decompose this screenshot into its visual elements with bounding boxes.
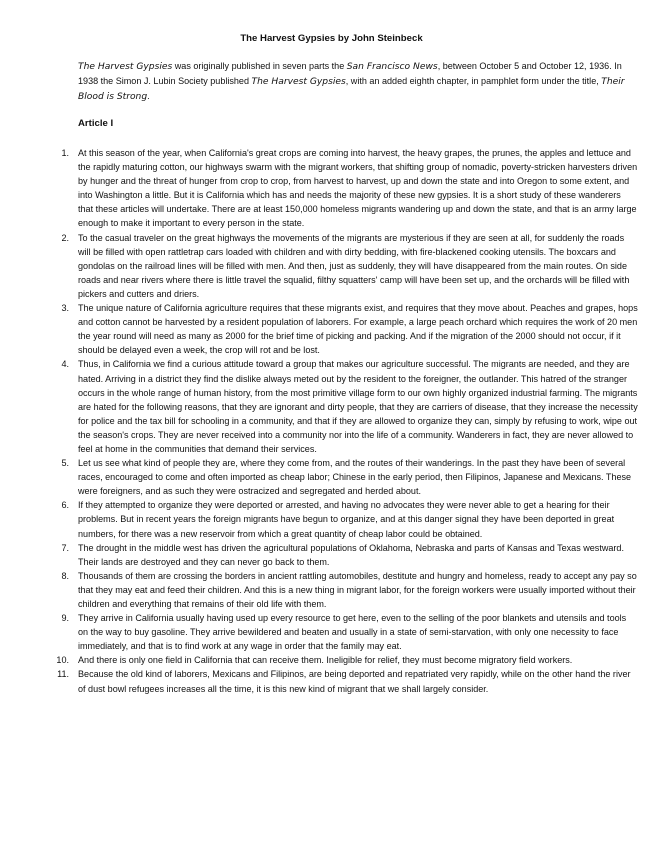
- list-item: [0, 611, 638, 653]
- item-text: And there is only one field in California that can receive them. Ineligible for relief, they must become migratory field workers.: [78, 655, 573, 666]
- article-heading: Article I: [78, 118, 114, 129]
- intro-title-sf-news: San Francisco News: [346, 62, 438, 72]
- item-number: 5.: [61, 458, 69, 469]
- list-item: [0, 667, 638, 695]
- item-text: The drought in the middle west has driven the agricultural populations of Oklahoma, Nebraska and parts of Kansas and Texas westward. Their lands are destroyed and they can never go back to them.: [78, 542, 624, 567]
- item-number: 10.: [56, 655, 69, 666]
- item-number: 8.: [61, 570, 69, 581]
- item-number: 6.: [61, 500, 69, 511]
- intro-text-1: was originally published in seven parts the: [172, 61, 347, 71]
- item-text: They arrive in California usually having used up every resource to get here, even to the selling of the poor blankets and utensils and tools on the way to buy gasoline. They arrive bewildered and beaten and usually in a state of semi-starvation, with only one necessity to face immediately, and that is to find work at any wage in order that the family may eat.: [78, 613, 627, 652]
- intro-paragraph: [78, 59, 644, 104]
- item-text: Because the old kind of laborers, Mexicans and Filipinos, are being deported and repatriated very rapidly, while on the other hand the river of dust bowl refugees increases all the time, it is this new kind of migrant that we shall largely consider.: [78, 669, 631, 694]
- list-item: [0, 456, 638, 498]
- item-number: 4.: [61, 359, 69, 370]
- item-text: Thousands of them are crossing the borders in ancient rattling automobiles, destitute and hungry and homeless, ready to accept any pay so that they may eat and feed their children. And this is a new thing in migrant labor, for the foreign workers were usually imported without their children and everything that remains of their old life with them.: [78, 570, 637, 609]
- intro-title-blood-is-strong: Their Blood is Strong: [78, 77, 625, 103]
- list-item: [0, 357, 638, 456]
- item-number: 7.: [61, 542, 69, 553]
- list-item: [0, 569, 638, 611]
- intro-title-harvest-gypsies: The Harvest Gypsies: [78, 62, 173, 72]
- list-item: [0, 498, 638, 540]
- list-item: [0, 541, 638, 569]
- item-number: 11.: [57, 669, 69, 680]
- intro-title-harvest-gypsies-2: The Harvest Gypsies: [251, 77, 346, 88]
- article-list: [0, 146, 663, 696]
- document-title: The Harvest Gypsies by John Steinbeck: [240, 33, 423, 44]
- item-number: 3.: [61, 303, 69, 314]
- intro-text-end: .: [147, 91, 150, 102]
- item-number: 1.: [61, 148, 69, 158]
- item-text: At this season of the year, when California's great crops are coming into harvest, the heavy grapes, the prunes, the apples and lettuce and the rapidly maturing cotton, our highways swarm with the migrant workers, that shifting group of nomadic, poverty-stricken harvesters driven by hunger and the threat of hunger from crop to crop, from harvest to harvest, up and down the state and into Oregon to some extent, and into Washington a little. But it is California which has and needs the majority of these new gypsies. It is a short study of these wanderers that these articles will undertake. There are at least 150,000 homeless migrants wandering up and down the state, and that is an army large enough to make it important to every person in the state.: [78, 148, 638, 229]
- item-text: The unique nature of California agriculture requires that these migrants exist, and requires that they move about. Peaches and grapes, hops and cotton cannot be harvested by a resident population of laborers. For example, a large peach orchard which requires the work of 20 men the year round will need as many as 2000 for the brief time of picking and packing. And if the migration of the 2000 should not occur, if it should be delayed even a week, the crop will rot and be lost.: [78, 303, 638, 356]
- item-number: 9.: [61, 613, 69, 624]
- list-item: [0, 146, 638, 231]
- list-item: [0, 653, 638, 667]
- item-number: 2.: [61, 232, 69, 243]
- item-text: Thus, in California we find a curious attitude toward a group that makes our agriculture successful. The migrants are needed, and they are hated. Arriving in a district they find the dislike always meted out by the resident to the foreigner, the outlander. This hatred of the stranger occurs in the whole range of human history, from the most primitive village form to our own highly organized industrial farming. The migrants are hated for the following reasons, that they are ignorant and dirty people, that they are carriers of disease, that they increase the necessity for police and the tax bill for schooling in a community, and that if they are allowed to organize they can, simply by refusing to work, wipe out the season's crops. They are never received into a community nor into the life of a community. Wanderers in fact, they are never allowed to feel at home in the communities that demand their services.: [78, 359, 638, 454]
- list-item: [0, 301, 638, 357]
- list-item: [0, 231, 638, 301]
- item-text: If they attempted to organize they were deported or arrested, and having no advocates they were never able to get a hearing for their problems. But in recent years the foreign migrants have begun to organize, and at this danger signal they have been deported in great numbers, for there was a new reservoir from which a great quantity of cheap labor could be obtained.: [78, 500, 615, 539]
- intro-text-3: , with an added eighth chapter, in pamphlet form under the title,: [345, 76, 602, 87]
- intro-text-2: , between October 5 and October 12, 1936. In 1938 the Simon J. Lubin Society published: [78, 61, 622, 87]
- item-text: Let us see what kind of people they are, where they come from, and the routes of their wanderings. In the past they have been of several races, encouraged to come and often imported as cheap labor; Chinese in the early period, then Filipinos, Japanese and Mexicans. These were foreigners, and as such they were ostracized and segregated and herded about.: [78, 458, 632, 497]
- item-text: To the casual traveler on the great highways the movements of the migrants are mysterious if they are seen at all, for suddenly the roads will be filled with open rattletrap cars loaded with children and with dirty bedding, with fire-blackened cooking utensils. The boxcars and gondolas on the railroad lines will be filled with men. And then, just as suddenly, they will have disappeared from the main routes. On side roads and near rivers where there is little travel the squalid, filthy squatters' camp will have been set up, and the orchards will be filled with pickers and cutters and driers.: [78, 232, 630, 299]
